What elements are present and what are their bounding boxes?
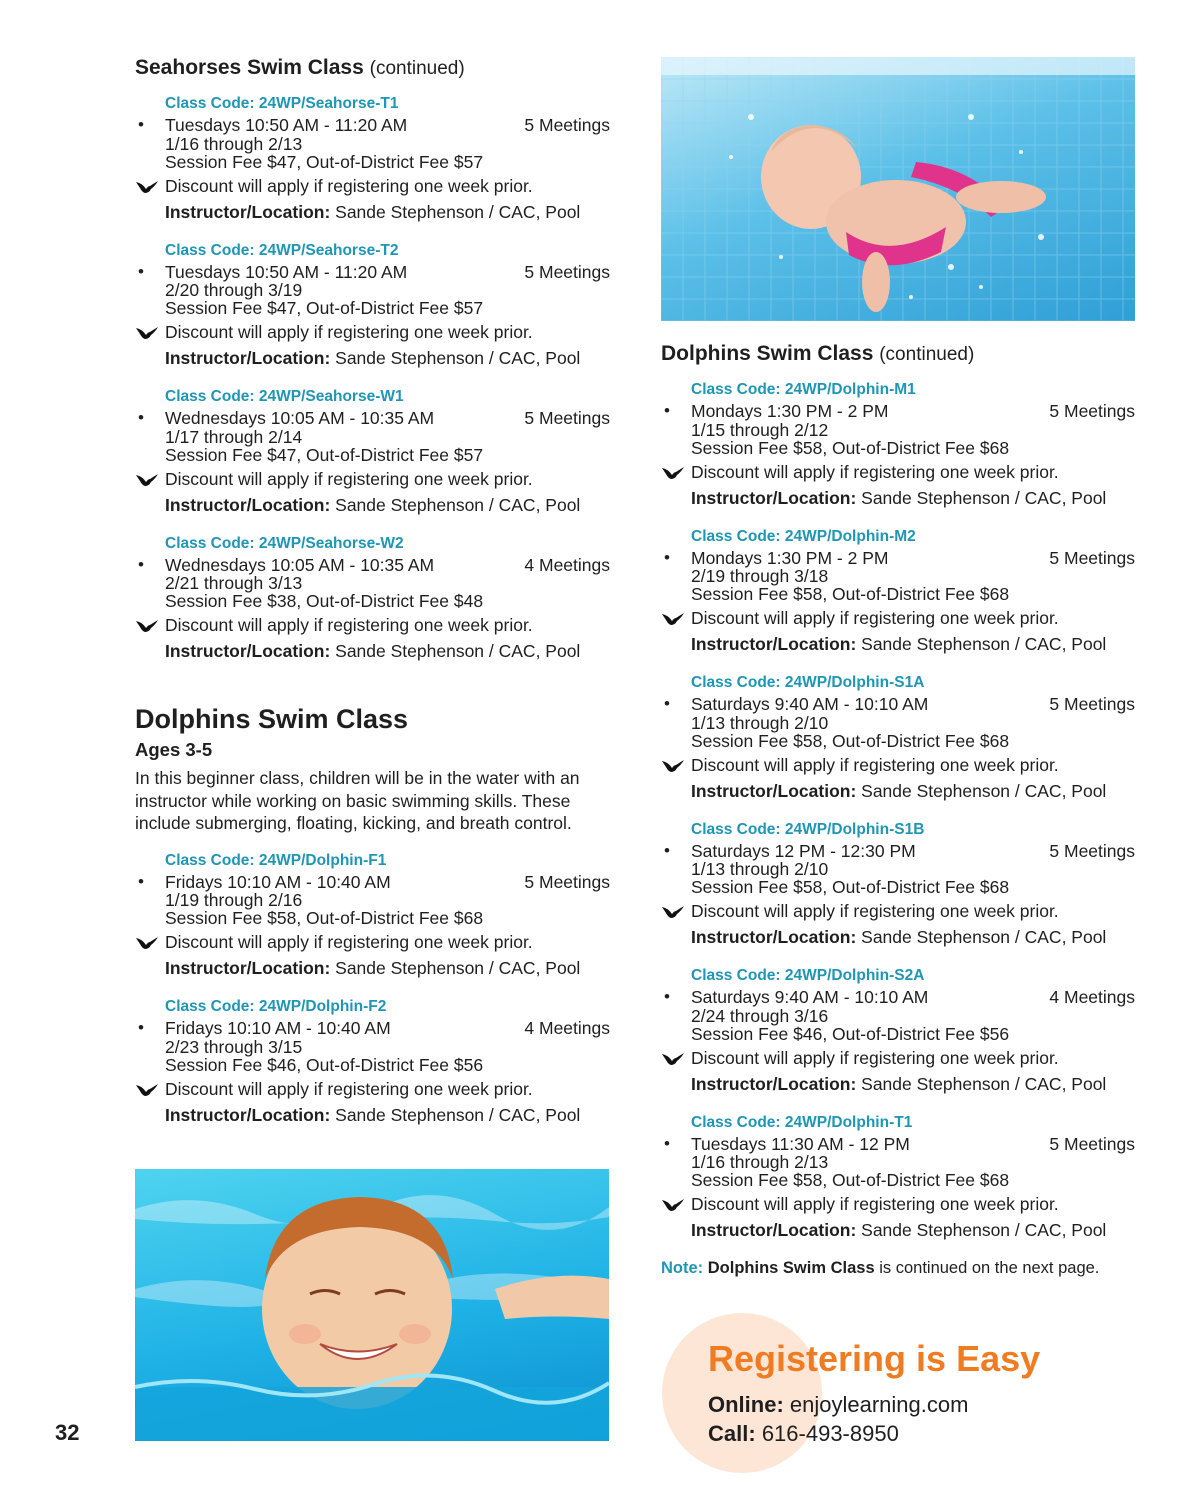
instructor-label: Instructor/Location: — [691, 487, 857, 508]
dolphin-listings-right — [661, 380, 1135, 1241]
bird-icon — [661, 1052, 685, 1066]
instructor-value: Sande Stephenson / CAC, Pool — [335, 494, 581, 515]
schedule-row — [138, 115, 610, 135]
instructor-row — [691, 633, 1135, 655]
session-fee: Session Fee $47, Out-of-District Fee $57 — [165, 444, 484, 465]
class-code: Class Code: 24WP/Dolphin-S2A — [691, 967, 925, 984]
schedule-row — [138, 1018, 610, 1038]
session-fee: Session Fee $58, Out-of-District Fee $68 — [691, 730, 1010, 751]
instructor-value: Sande Stephenson / CAC, Pool — [335, 641, 581, 661]
dolphins-title: Dolphins Swim Class — [135, 704, 409, 734]
instructor-value: Sande Stephenson / CAC, Pool — [861, 634, 1107, 654]
discount-text: Discount will apply if registering one week prior. — [165, 175, 533, 196]
instructor-label: Instructor/Location: — [691, 1220, 857, 1240]
meeting-count: 5 Meetings — [1049, 840, 1135, 861]
discount-row — [691, 754, 1135, 776]
discount-row — [165, 468, 610, 490]
instructor-label: Instructor/Location: — [691, 780, 857, 801]
instructor-value: Sande Stephenson / CAC, Pool — [335, 201, 581, 222]
instructor-value: Sande Stephenson / CAC, Pool — [861, 927, 1107, 947]
class-dates: 1/19 through 2/16 — [165, 890, 303, 910]
class-time: Tuesdays 10:50 AM - 11:20 AM — [165, 115, 408, 135]
continuation-note — [661, 1259, 1135, 1278]
instructor-row — [691, 926, 1135, 948]
section-title: Seahorses Swim Class — [135, 56, 364, 79]
class-code: Class Code: 24WP/Seahorse-T2 — [165, 241, 399, 259]
bird-icon — [661, 759, 685, 773]
class-dates: 2/24 through 3/16 — [691, 1005, 829, 1026]
session-fee: Session Fee $58, Out-of-District Fee $68 — [691, 877, 1010, 897]
class-code: Class Code: 24WP/Seahorse-W2 — [165, 534, 404, 552]
instructor-row — [691, 1219, 1135, 1241]
section-title: Dolphins Swim Class — [661, 342, 874, 365]
class-time: Fridays 10:10 AM - 10:40 AM — [165, 871, 391, 892]
class-listing — [138, 997, 610, 1126]
instructor-row — [165, 957, 610, 979]
class-dates: 1/13 through 2/10 — [691, 712, 829, 733]
schedule-row — [664, 987, 1135, 1007]
bullet-icon: • — [664, 547, 670, 567]
discount-row — [165, 1078, 610, 1100]
class-time: Saturdays 9:40 AM - 10:10 AM — [691, 987, 929, 1007]
session-fee: Session Fee $47, Out-of-District Fee $57 — [165, 298, 484, 318]
bird-icon — [661, 905, 685, 919]
session-fee: Session Fee $58, Out-of-District Fee $68 — [691, 584, 1010, 604]
session-fee: Session Fee $58, Out-of-District Fee $68 — [165, 908, 484, 928]
instructor-value: Sande Stephenson / CAC, Pool — [861, 1073, 1107, 1094]
continued-label: (continued) — [879, 344, 975, 365]
continued-label: (continued) — [369, 58, 465, 79]
instructor-row — [165, 640, 610, 662]
registration-call — [708, 1421, 899, 1447]
class-time: Tuesdays 10:50 AM - 11:20 AM — [165, 261, 408, 282]
instructor-value: Sande Stephenson / CAC, Pool — [861, 780, 1107, 801]
class-listing — [138, 387, 610, 516]
instructor-label: Instructor/Location: — [165, 958, 331, 978]
instructor-row — [165, 494, 610, 516]
instructor-label: Instructor/Location: — [691, 1073, 857, 1094]
bullet-icon: • — [138, 871, 144, 891]
note-label: Note: — [661, 1259, 704, 1277]
schedule-row — [138, 261, 610, 282]
class-dates: 2/21 through 3/13 — [165, 573, 303, 593]
discount-row — [691, 1047, 1135, 1069]
bird-icon — [135, 619, 159, 633]
class-code: Class Code: 24WP/Dolphin-F2 — [165, 998, 387, 1015]
instructor-label: Instructor/Location: — [691, 927, 857, 947]
discount-text: Discount will apply if registering one week prior. — [165, 615, 533, 635]
class-dates: 2/23 through 3/15 — [165, 1036, 303, 1057]
bird-icon — [135, 936, 159, 950]
class-time: Mondays 1:30 PM - 2 PM — [691, 547, 889, 568]
class-dates: 1/17 through 2/14 — [165, 426, 303, 447]
class-time: Wednesdays 10:05 AM - 10:35 AM — [165, 554, 435, 575]
discount-row — [165, 321, 610, 343]
schedule-row — [138, 871, 610, 892]
registration-title: Registering is Easy — [708, 1338, 1041, 1379]
class-dates: 1/16 through 2/13 — [691, 1152, 829, 1172]
class-dates: 1/13 through 2/10 — [691, 859, 829, 879]
instructor-row — [165, 1104, 610, 1126]
class-listing — [664, 673, 1135, 802]
class-code: Class Code: 24WP/Dolphin-M2 — [691, 527, 916, 545]
meeting-count: 5 Meetings — [1049, 547, 1135, 568]
class-code: Class Code: 24WP/Dolphin-F1 — [165, 851, 387, 869]
note-class-name: Dolphins Swim Class — [707, 1259, 875, 1277]
bird-icon — [135, 180, 159, 194]
seahorse-listings — [135, 94, 610, 662]
class-time: Wednesdays 10:05 AM - 10:35 AM — [165, 408, 435, 428]
discount-text: Discount will apply if registering one week prior. — [691, 461, 1059, 482]
discount-text: Discount will apply if registering one week prior. — [691, 754, 1059, 775]
session-fee: Session Fee $46, Out-of-District Fee $56 — [165, 1054, 484, 1075]
class-time: Saturdays 9:40 AM - 10:10 AM — [691, 694, 929, 714]
online-label: Online: — [708, 1392, 784, 1417]
instructor-label: Instructor/Location: — [165, 201, 331, 222]
class-time: Mondays 1:30 PM - 2 PM — [691, 401, 889, 421]
note-text: is continued on the next page. — [874, 1259, 1100, 1277]
discount-row — [165, 931, 610, 953]
left-column — [135, 56, 610, 1144]
instructor-label: Instructor/Location: — [165, 494, 331, 515]
instructor-label: Instructor/Location: — [691, 634, 857, 654]
schedule-row — [664, 547, 1135, 568]
underwater-baby-photo — [661, 57, 1135, 321]
class-listing — [664, 820, 1135, 949]
discount-text: Discount will apply if registering one week prior. — [691, 1194, 1059, 1214]
discount-row — [691, 461, 1135, 483]
instructor-value: Sande Stephenson / CAC, Pool — [335, 348, 581, 368]
bullet-icon: • — [664, 401, 670, 420]
bullet-icon: • — [138, 115, 144, 134]
discount-row — [165, 175, 610, 197]
instructor-value: Sande Stephenson / CAC, Pool — [861, 1220, 1107, 1240]
class-dates: 2/20 through 3/19 — [165, 280, 303, 300]
class-time: Tuesdays 11:30 AM - 12 PM — [691, 1133, 910, 1154]
meeting-count: 5 Meetings — [524, 871, 610, 892]
bird-icon — [661, 612, 685, 626]
meeting-count: 5 Meetings — [524, 261, 610, 282]
instructor-row — [165, 347, 610, 369]
instructor-value: Sande Stephenson / CAC, Pool — [335, 1104, 581, 1125]
meeting-count: 5 Meetings — [524, 408, 610, 428]
instructor-value: Sande Stephenson / CAC, Pool — [335, 958, 581, 978]
bullet-icon: • — [138, 408, 144, 427]
meeting-count: 5 Meetings — [1049, 1133, 1135, 1154]
discount-text: Discount will apply if registering one week prior. — [691, 901, 1059, 921]
class-listing — [138, 94, 610, 223]
discount-row — [691, 900, 1135, 922]
bird-icon — [661, 1198, 685, 1212]
meeting-count: 4 Meetings — [524, 1018, 610, 1038]
class-code: Class Code: 24WP/Dolphin-M1 — [691, 381, 916, 398]
phone-number[interactable]: 616-493-8950 — [761, 1421, 899, 1446]
seahorses-heading — [135, 56, 610, 80]
schedule-row — [138, 554, 610, 575]
session-fee: Session Fee $58, Out-of-District Fee $68 — [691, 437, 1010, 458]
meeting-count: 5 Meetings — [524, 115, 610, 135]
discount-text: Discount will apply if registering one week prior. — [165, 1078, 533, 1099]
session-fee: Session Fee $38, Out-of-District Fee $48 — [165, 591, 484, 611]
bird-icon — [135, 473, 159, 487]
bullet-icon: • — [138, 261, 144, 281]
class-listing — [138, 851, 610, 980]
session-fee: Session Fee $58, Out-of-District Fee $68 — [691, 1170, 1010, 1190]
class-listing — [664, 527, 1135, 656]
call-label: Call: — [708, 1421, 756, 1446]
discount-text: Discount will apply if registering one week prior. — [691, 608, 1059, 628]
dolphin-listings-left — [135, 851, 610, 1126]
discount-text: Discount will apply if registering one week prior. — [691, 1047, 1059, 1068]
bullet-icon: • — [664, 840, 670, 860]
class-listing — [664, 380, 1135, 509]
right-column — [661, 342, 1135, 1278]
class-dates: 1/16 through 2/13 — [165, 133, 303, 154]
discount-row — [165, 614, 610, 636]
meeting-count: 5 Meetings — [1049, 401, 1135, 421]
class-time: Fridays 10:10 AM - 10:40 AM — [165, 1018, 391, 1038]
class-listing — [138, 534, 610, 663]
schedule-row — [664, 694, 1135, 714]
bullet-icon: • — [664, 694, 670, 713]
bullet-icon: • — [138, 554, 144, 574]
bird-icon — [135, 1083, 159, 1097]
class-listing — [664, 966, 1135, 1095]
class-dates: 2/19 through 3/18 — [691, 566, 829, 586]
registration-online — [708, 1392, 968, 1418]
class-time: Saturdays 12 PM - 12:30 PM — [691, 840, 916, 861]
bird-icon — [661, 466, 685, 480]
class-listing — [138, 241, 610, 370]
dolphins-continued-heading — [661, 342, 1135, 366]
page-number: 32 — [55, 1420, 80, 1445]
class-code: Class Code: 24WP/Seahorse-T1 — [165, 95, 399, 112]
instructor-row — [691, 780, 1135, 802]
class-code: Class Code: 24WP/Dolphin-T1 — [691, 1113, 913, 1131]
instructor-label: Instructor/Location: — [165, 641, 331, 661]
class-code: Class Code: 24WP/Seahorse-W1 — [165, 388, 404, 405]
class-listing — [664, 1113, 1135, 1242]
meeting-count: 4 Meetings — [524, 554, 610, 575]
discount-text: Discount will apply if registering one week prior. — [165, 468, 533, 489]
instructor-value: Sande Stephenson / CAC, Pool — [861, 487, 1107, 508]
dolphins-description: In this beginner class, children will be in the water with an instructor while working on basic swimming skills. These include submerging, floating, kicking, and breath control. — [135, 768, 580, 833]
bullet-icon: • — [138, 1018, 144, 1037]
bullet-icon: • — [664, 1133, 670, 1153]
schedule-row — [138, 408, 610, 428]
online-link[interactable]: enjoylearning.com — [789, 1392, 969, 1417]
discount-row — [691, 1193, 1135, 1215]
discount-text: Discount will apply if registering one week prior. — [165, 932, 533, 952]
bullet-icon: • — [664, 987, 670, 1006]
instructor-label: Instructor/Location: — [165, 1104, 331, 1125]
instructor-row — [691, 1073, 1135, 1095]
bird-icon — [135, 326, 159, 340]
session-fee: Session Fee $47, Out-of-District Fee $57 — [165, 151, 484, 172]
schedule-row — [664, 840, 1135, 861]
session-fee: Session Fee $46, Out-of-District Fee $56 — [691, 1023, 1010, 1044]
class-code: Class Code: 24WP/Dolphin-S1B — [691, 820, 925, 838]
instructor-row — [691, 487, 1135, 509]
schedule-row — [664, 1133, 1135, 1154]
class-dates: 1/15 through 2/12 — [691, 419, 829, 440]
discount-row — [691, 607, 1135, 629]
meeting-count: 4 Meetings — [1049, 987, 1135, 1007]
discount-text: Discount will apply if registering one week prior. — [165, 322, 533, 342]
instructor-label: Instructor/Location: — [165, 348, 331, 368]
instructor-row — [165, 201, 610, 223]
schedule-row — [664, 401, 1135, 421]
dolphins-ages: Ages 3-5 — [135, 739, 213, 760]
meeting-count: 5 Meetings — [1049, 694, 1135, 714]
smiling-boy-pool-photo — [135, 1169, 609, 1441]
class-code: Class Code: 24WP/Dolphin-S1A — [691, 674, 925, 691]
